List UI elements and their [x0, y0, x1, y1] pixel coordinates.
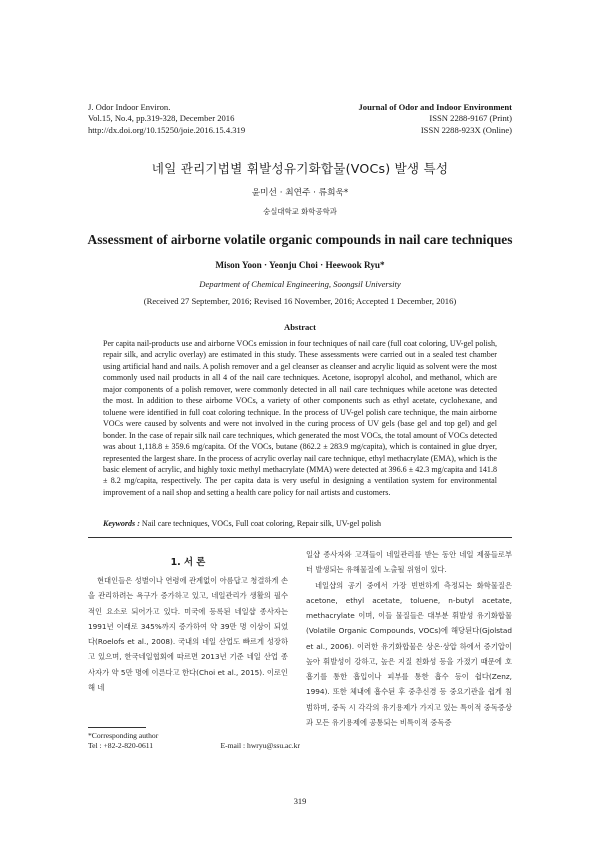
issn-print: ISSN 2288-9167 (Print) — [429, 113, 512, 124]
journal-citation-block — [88, 102, 245, 136]
corresponding-author-label: *Corresponding author — [88, 731, 159, 740]
journal-name: Journal of Odor and Indoor Environment — [358, 102, 512, 112]
english-department: Department of Chemical Engineering, Soongsil University — [199, 279, 401, 289]
page-number: 319 — [293, 797, 307, 806]
keywords-line — [103, 519, 497, 528]
korean-authors: 윤미선 · 최연주 · 류희욱* — [251, 188, 349, 198]
keywords-list: Nail care techniques, VOCs, Full coat coloring, Repair silk, UV-gel polish — [139, 519, 382, 528]
volume-info: Vol.15, No.4, pp.319-328, December 2016 — [88, 113, 235, 124]
abstract-heading: Abstract — [284, 322, 316, 332]
author-email[interactable]: E-mail : hwryu@ssu.ac.kr — [220, 741, 300, 750]
right-column — [306, 547, 512, 730]
intro-paragraph-1: 현대인들은 성별이나 연령에 관계없이 아름답고 청결하게 손을 관리하려는 욕구가 증가하고 있고, 네일관리가 생활의 필수적인 요소로 되어가고 있다. 미국에 등록된 네일샵 종사자는 1991년 이래로 345%까지 증가하여 약 39만 명 이상이 되었다(Roelofs et al., 2008). 국내의 네일 산업도 빠르게 성장하고 있으며, 한국네일협회에 따르면 2013년 기준 네일 산업 종사자가 약 5만 명에 이른다고 한다(Choi et al., 2015). 이로인해 네 — [88, 576, 288, 692]
abstract-divider — [88, 537, 512, 538]
journal-issn-block — [358, 102, 512, 136]
section-heading-introduction: 1. 서 론 — [170, 557, 206, 568]
footnote — [88, 731, 300, 751]
left-column — [88, 573, 288, 695]
received-dates: (Received 27 September, 2016; Revised 16 November, 2016; Accepted 1 December, 2016) — [143, 296, 457, 306]
korean-affiliation: 숭실대학교 화학공학과 — [263, 207, 337, 216]
intro-paragraph-1-cont: 일샵 종사자와 고객들이 네일관리를 받는 동안 네일 제품들로부터 발생되는 유해물질에 노출될 위험이 있다. — [306, 550, 512, 575]
doi-link[interactable]: http://dx.doi.org/10.15250/joie.2016.15.4.319 — [88, 124, 246, 135]
journal-abbrev: J. Odor Indoor Environ. — [88, 102, 171, 112]
contact-row — [88, 741, 300, 751]
abstract-text: Per capita nail-products use and airborne VOCs emission in four techniques of nail care (full coat coloring, UV-gel polish, repair silk, and acrylic overlay) are estimated in this study. These assessments were carried out in a sealed test chamber using artificial hand and nails. A polish remover and a gel cleanser as cleanser and acrylic liquid as solvent were the most commonly used nail products in all 4 of the nail care techniques. Acetone, isopropyl alcohol, and methanol, which are major components of a polish remover, were commonly detected in all nail care techniques while acetone was detected the most. In addition to these airborne VOCs, a variety of other components such as ethyl acetate, cyclohexane, and toluene were identified in full coat coloring technique. In the process of UV-gel polish care technique, the main airborne VOCs were caused by solvents and were not involved in the curing process of UV gels (base gel and top gel) and gel bonder. In the case of repair silk nail care techniques, which generated the most VOCs, the total amount of VOCs detected was about 1,118.8 ± 359.6 mg/capita. Of the VOCs, butane (862.2 ± 283.9 mg/capita), which is contained in glue dryer, represented the largest share. In the process of acrylic overlay nail care technique, ethyl methacrylate (EMA), which is the basic element of acrylic, and highly toxic methyl methacrylate (MMA) were detected at 396.6 ± 42.3 mg/capita and 141.8 ± 8.2 mg/capita, respectively. The per capita data is very useful in designing a ventilation system for environmental improvement of a nail shop and setting a health care policy for nail artists and customers. — [103, 339, 497, 497]
keywords-label: Keywords : — [103, 519, 140, 528]
intro-paragraph-2: 네일샵의 공기 중에서 가장 빈번하게 측정되는 화학물질은 acetone, ethyl acetate, toluene, n-butyl acetate, methacrylate 이며, 이들 물질들은 대부분 휘발성 유기화합물(Volatile Organic Compounds, VOCs)에 해당된다(Gjolstad et al., 2006). 이러한 유기화합물은 상온·상압 하에서 증기압이 높아 휘발성이 강하고, 높은 지질 친화성 등을 가졌기 때문에 호흡기를 통한 흡입이나 피부를 통한 흡수 등이 쉽다(Zenz, 1994). 또한 체내에 흡수된 후 중추신경 등 중요기관을 쉽게 침범하며, 중독 시 각각의 유기용제가 가지고 있는 특이적 중독증상과 모든 유기용제에 공통되는 비특이적 중독증 — [306, 580, 512, 727]
english-authors: Mison Yoon · Yeonju Choi · Heewook Ryu* — [215, 260, 385, 270]
author-tel: Tel : +82-2-820-0611 — [88, 741, 154, 750]
korean-title: 네일 관리기법별 휘발성유기화합물(VOCs) 발생 특성 — [151, 161, 449, 176]
footnote-divider — [88, 727, 146, 728]
issn-online: ISSN 2288-923X (Online) — [420, 124, 512, 135]
english-title: Assessment of airborne volatile organic compounds in nail care techniques — [87, 232, 513, 247]
